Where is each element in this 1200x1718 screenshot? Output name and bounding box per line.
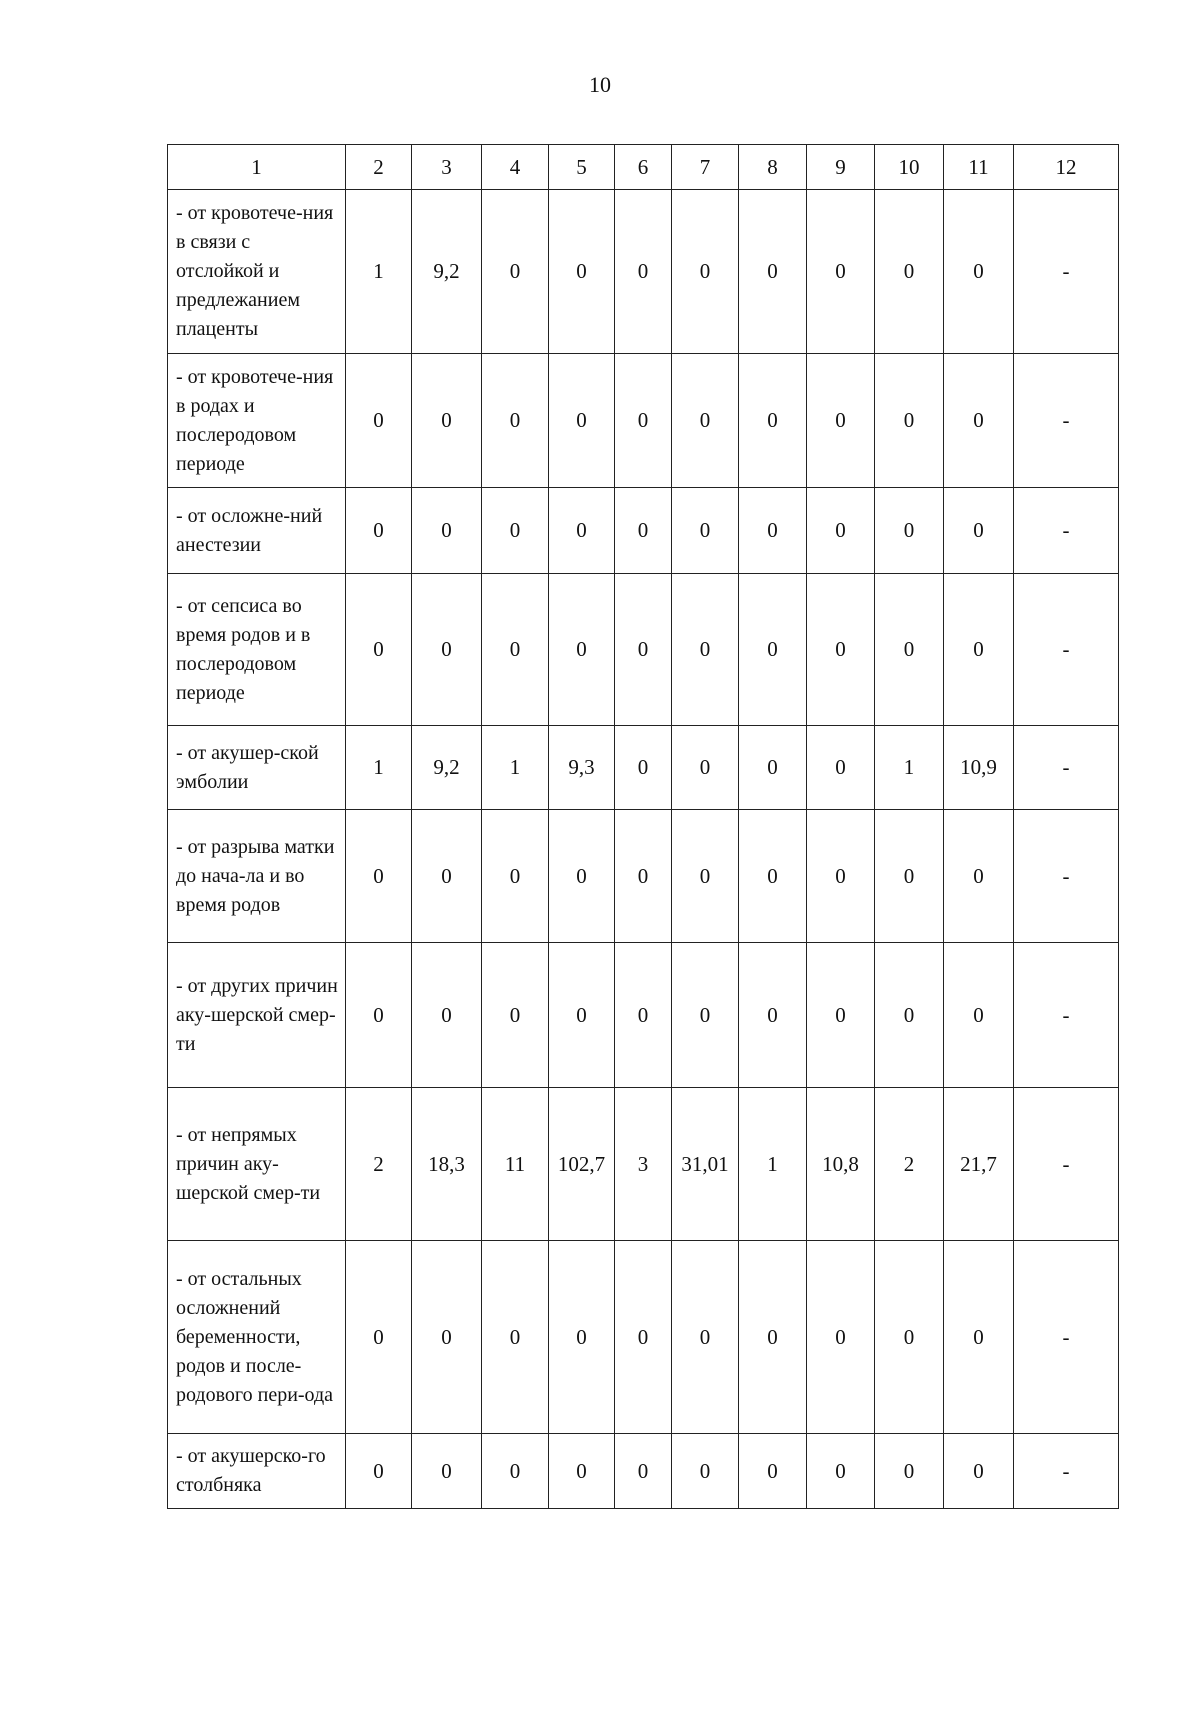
table-cell: 102,7: [549, 1088, 615, 1241]
column-header: 1: [168, 145, 346, 190]
table-cell: 0: [944, 810, 1014, 943]
table-cell: 1: [875, 726, 944, 810]
table-cell: 0: [482, 810, 549, 943]
table-cell: 0: [807, 574, 875, 726]
table-cell: 0: [807, 354, 875, 488]
table-row: [168, 726, 1119, 810]
table-cell: 0: [346, 354, 412, 488]
table-row: [168, 810, 1119, 943]
row-label: - от остальных осложнений беременности, родов и после-родового пери-ода: [168, 1241, 346, 1434]
table-cell: 0: [549, 190, 615, 354]
column-header: 4: [482, 145, 549, 190]
table-cell: 0: [944, 354, 1014, 488]
table-cell: 0: [944, 1241, 1014, 1434]
table-row: [168, 943, 1119, 1088]
table-cell: 10,8: [807, 1088, 875, 1241]
column-header: 6: [615, 145, 672, 190]
table-cell: 0: [482, 354, 549, 488]
row-label: - от разрыва матки до нача-ла и во время родов: [168, 810, 346, 943]
page-number: 10: [589, 72, 611, 97]
table-row: [168, 488, 1119, 574]
table-cell: 0: [412, 488, 482, 574]
table-cell: 0: [739, 1434, 807, 1509]
table-cell: 0: [482, 488, 549, 574]
table-cell: 0: [615, 1241, 672, 1434]
table-cell: 0: [875, 190, 944, 354]
row-label: - от сепсиса во время родов и в послеродовом периоде: [168, 574, 346, 726]
table-cell: 0: [944, 1434, 1014, 1509]
column-header: 10: [875, 145, 944, 190]
table-cell: 3: [615, 1088, 672, 1241]
table-cell: 0: [482, 190, 549, 354]
table-cell: 0: [412, 1434, 482, 1509]
table-cell: 0: [875, 1434, 944, 1509]
row-label: - от кровотече-ния в связи с отслойкой и предлежанием плаценты: [168, 190, 346, 354]
table-cell: 0: [346, 810, 412, 943]
row-label: - от акушер-ской эмболии: [168, 726, 346, 810]
row-label: - от других причин аку-шерской смер-ти: [168, 943, 346, 1088]
table-cell: 0: [875, 810, 944, 943]
table-cell: 9,3: [549, 726, 615, 810]
table-cell: 0: [739, 726, 807, 810]
table-cell: 0: [482, 943, 549, 1088]
table-cell: 0: [807, 1434, 875, 1509]
table-cell: 18,3: [412, 1088, 482, 1241]
table-row: [168, 1088, 1119, 1241]
row-label: - от акушерско-го столбняка: [168, 1434, 346, 1509]
table-cell: 0: [739, 943, 807, 1088]
column-header: 5: [549, 145, 615, 190]
table-cell: 0: [672, 354, 739, 488]
table-cell: 1: [346, 190, 412, 354]
column-header: 7: [672, 145, 739, 190]
table-cell: 0: [875, 354, 944, 488]
table-cell: 9,2: [412, 190, 482, 354]
table-row: [168, 354, 1119, 488]
table-cell: 0: [549, 1241, 615, 1434]
table-cell: 0: [672, 1241, 739, 1434]
table-cell: 0: [412, 354, 482, 488]
table-cell: 0: [549, 354, 615, 488]
table-cell: 0: [944, 943, 1014, 1088]
table-row: [168, 190, 1119, 354]
table-cell: 0: [615, 354, 672, 488]
row-label: - от осложне-ний анестезии: [168, 488, 346, 574]
table-cell: 0: [549, 810, 615, 943]
table-cell: 2: [875, 1088, 944, 1241]
table-cell: 0: [549, 574, 615, 726]
table-cell: -: [1014, 574, 1119, 726]
table-cell: 0: [807, 1241, 875, 1434]
table-cell: -: [1014, 488, 1119, 574]
table-cell: -: [1014, 1088, 1119, 1241]
table-cell: 0: [549, 488, 615, 574]
table-cell: 0: [672, 1434, 739, 1509]
table-cell: 10,9: [944, 726, 1014, 810]
table-cell: 0: [346, 488, 412, 574]
table-cell: 11: [482, 1088, 549, 1241]
table-cell: 0: [482, 574, 549, 726]
table-cell: 1: [482, 726, 549, 810]
table-cell: 0: [615, 574, 672, 726]
table-cell: 0: [615, 726, 672, 810]
table-cell: 0: [672, 810, 739, 943]
table-cell: -: [1014, 943, 1119, 1088]
table-cell: 0: [944, 574, 1014, 726]
table-cell: 0: [482, 1434, 549, 1509]
table-cell: -: [1014, 354, 1119, 488]
table-cell: 2: [346, 1088, 412, 1241]
table-cell: 1: [739, 1088, 807, 1241]
table-cell: 0: [807, 810, 875, 943]
table-row: [168, 574, 1119, 726]
row-label: - от непрямых причин аку-шерской смер-ти: [168, 1088, 346, 1241]
table-cell: 0: [346, 1241, 412, 1434]
table-cell: 0: [875, 943, 944, 1088]
table-cell: 9,2: [412, 726, 482, 810]
table-cell: 0: [739, 488, 807, 574]
table-cell: 0: [346, 574, 412, 726]
table-cell: 0: [739, 190, 807, 354]
column-header: 9: [807, 145, 875, 190]
table-cell: 0: [739, 574, 807, 726]
table-cell: 21,7: [944, 1088, 1014, 1241]
table-cell: 0: [346, 943, 412, 1088]
table-cell: 0: [944, 488, 1014, 574]
table-cell: 0: [807, 943, 875, 1088]
table-cell: 0: [549, 943, 615, 1088]
table-cell: 0: [482, 1241, 549, 1434]
column-header: 11: [944, 145, 1014, 190]
table-cell: 0: [412, 574, 482, 726]
table-cell: 0: [875, 488, 944, 574]
header-row: [168, 145, 1119, 190]
table-cell: 31,01: [672, 1088, 739, 1241]
column-header: 3: [412, 145, 482, 190]
table-cell: 0: [739, 354, 807, 488]
table-cell: 0: [672, 943, 739, 1088]
mortality-table: [167, 144, 1119, 1509]
table-cell: 0: [346, 1434, 412, 1509]
table-cell: 0: [672, 574, 739, 726]
table-cell: 0: [807, 488, 875, 574]
table-cell: 0: [672, 726, 739, 810]
table-cell: 0: [615, 488, 672, 574]
table-cell: 0: [615, 190, 672, 354]
table-cell: 0: [807, 190, 875, 354]
table-cell: 0: [549, 1434, 615, 1509]
table-cell: 0: [672, 190, 739, 354]
table-cell: 0: [615, 810, 672, 943]
table-cell: 0: [412, 810, 482, 943]
table-cell: -: [1014, 1241, 1119, 1434]
table-cell: 0: [615, 943, 672, 1088]
row-label: - от кровотече-ния в родах и послеродовом периоде: [168, 354, 346, 488]
column-header: 8: [739, 145, 807, 190]
table-cell: 1: [346, 726, 412, 810]
table-cell: 0: [672, 488, 739, 574]
table-cell: 0: [807, 726, 875, 810]
table-cell: -: [1014, 726, 1119, 810]
table-row: [168, 1241, 1119, 1434]
table-cell: 0: [875, 1241, 944, 1434]
table-cell: -: [1014, 810, 1119, 943]
table-row: [168, 1434, 1119, 1509]
column-header: 12: [1014, 145, 1119, 190]
table-cell: 0: [875, 574, 944, 726]
table-cell: 0: [412, 943, 482, 1088]
table-cell: 0: [739, 810, 807, 943]
table-cell: -: [1014, 190, 1119, 354]
table-cell: -: [1014, 1434, 1119, 1509]
table-cell: 0: [615, 1434, 672, 1509]
table-cell: 0: [412, 1241, 482, 1434]
column-header: 2: [346, 145, 412, 190]
table-cell: 0: [739, 1241, 807, 1434]
table-cell: 0: [944, 190, 1014, 354]
